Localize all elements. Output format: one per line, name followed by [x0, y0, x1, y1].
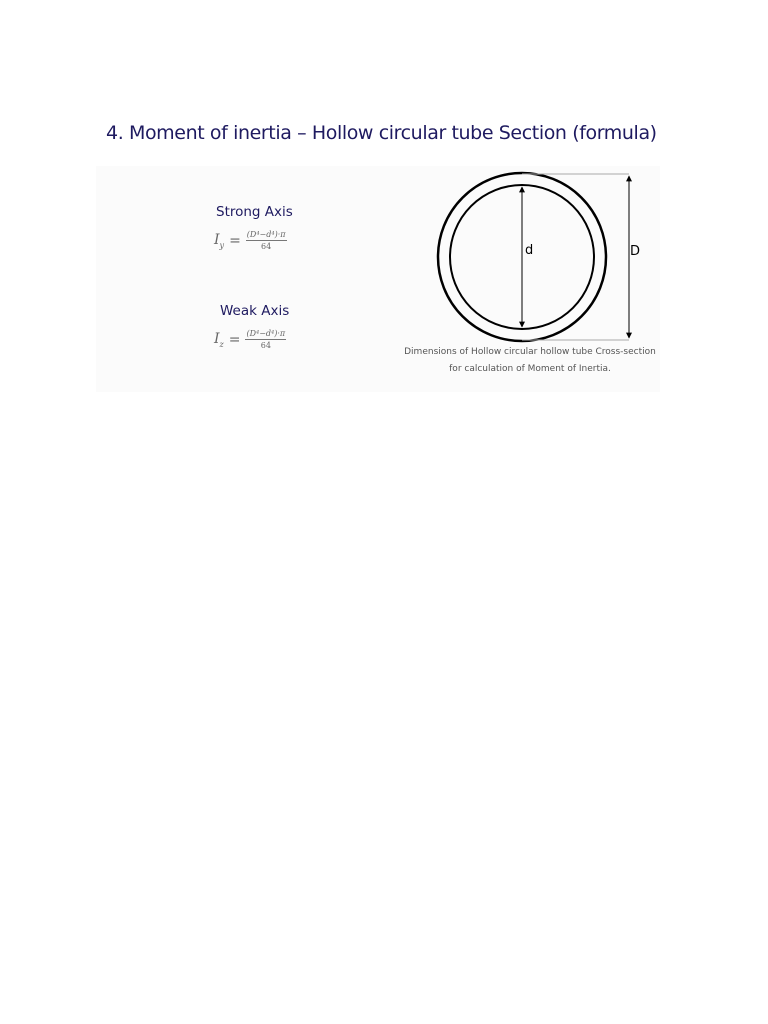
page-title: 4. Moment of inertia – Hollow circular tube Section (formula) [106, 122, 657, 144]
tube-cross-section-diagram [426, 166, 686, 346]
strong-axis-subscript: y [219, 240, 225, 250]
weak-axis-fraction [245, 329, 286, 350]
weak-axis-numerator: (D⁴−d⁴)·π [246, 329, 286, 338]
strong-axis-numerator: (D⁴−d⁴)·π [246, 230, 286, 239]
weak-axis-symbol: $I_z$ [214, 330, 224, 349]
weak-axis-formula [214, 329, 286, 350]
inner-diameter-label: d [525, 243, 534, 258]
strong-axis-equals: = [229, 232, 241, 249]
outer-diameter-label: D [630, 244, 641, 259]
strong-axis-formula [214, 230, 287, 251]
weak-axis-equals: = [228, 331, 241, 348]
strong-axis-denominator: 64 [261, 242, 272, 251]
weak-axis-heading: Weak Axis [220, 303, 290, 319]
figure-panel [96, 166, 660, 392]
diagram-caption: Dimensions of Hollow circular hollow tube Cross-section for calculation of Moment of Inertia. [404, 347, 656, 374]
strong-axis-symbol: $I_y$ [214, 231, 225, 250]
weak-axis-subscript: z [219, 339, 224, 349]
strong-axis-fraction [246, 230, 287, 251]
weak-axis-denominator: 64 [260, 341, 271, 350]
strong-axis-heading: Strong Axis [216, 204, 293, 220]
